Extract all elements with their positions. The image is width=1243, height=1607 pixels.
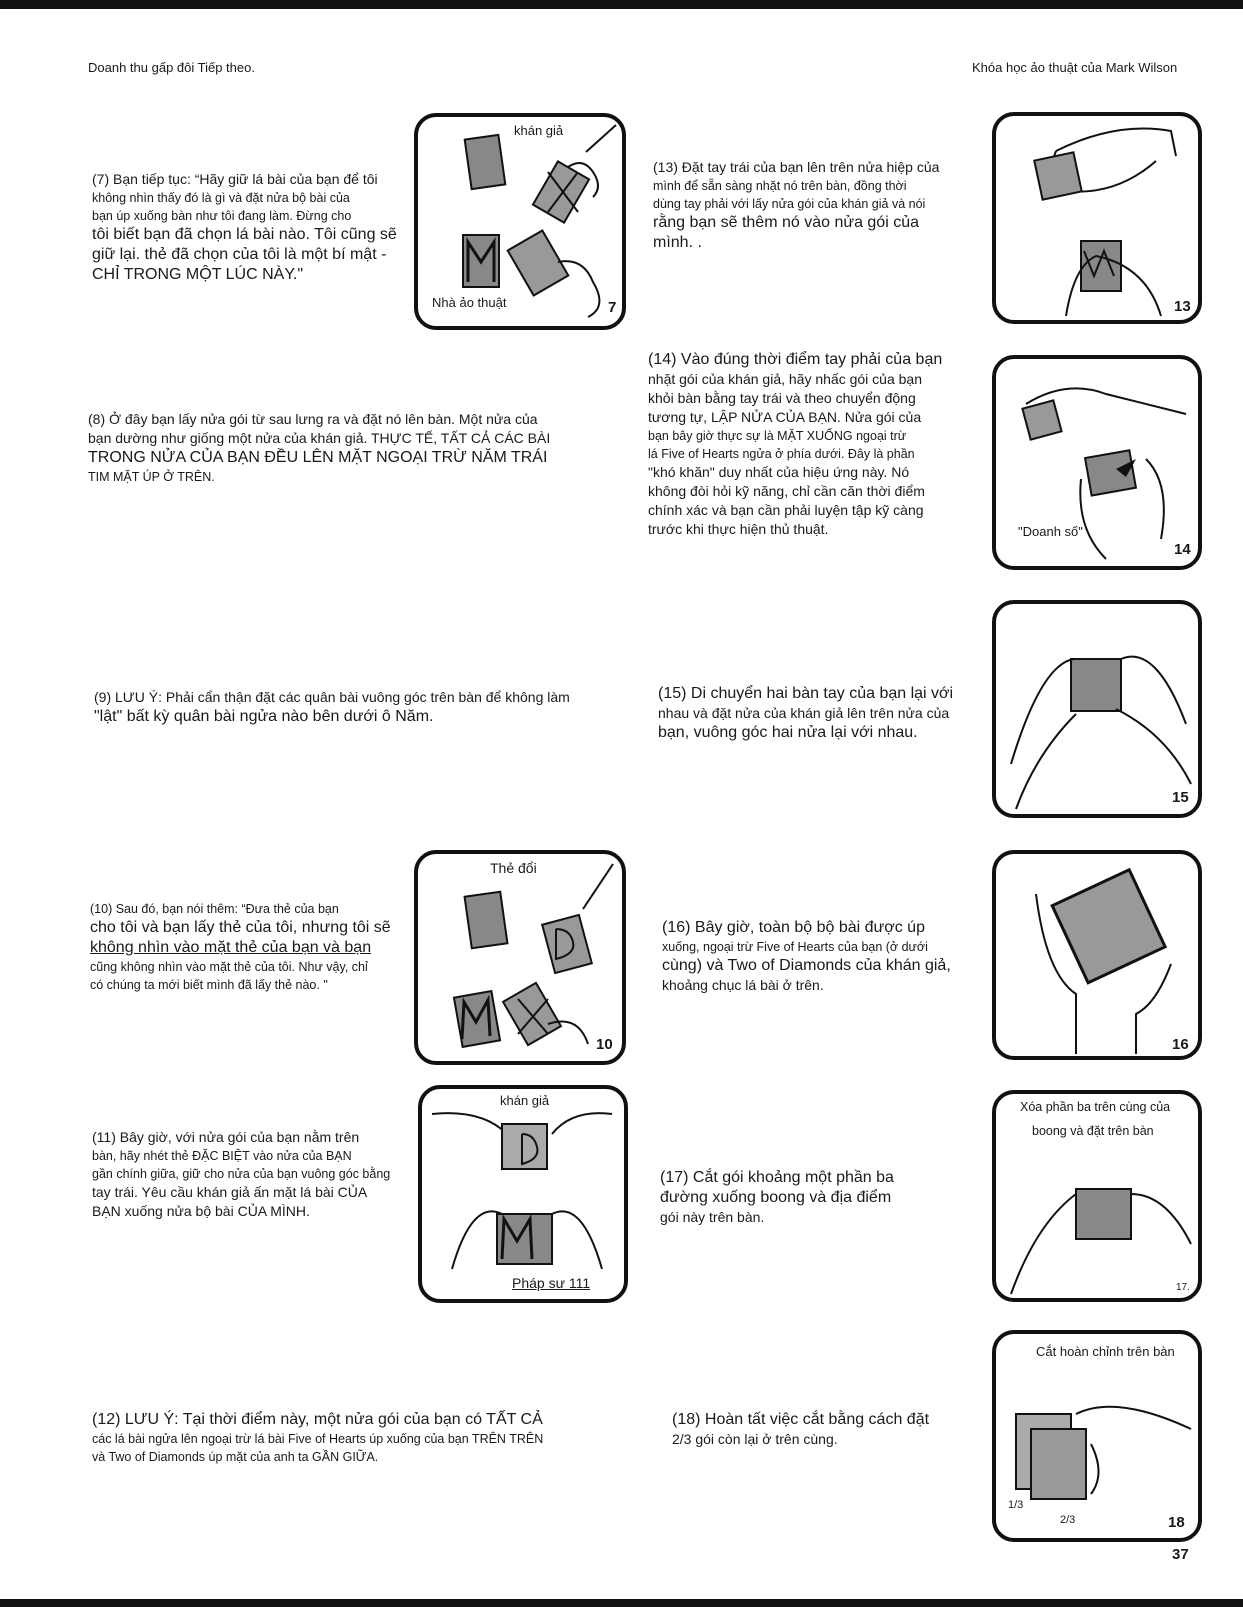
step-11-text <box>92 1128 412 1221</box>
panel-14-number: 14 <box>1174 541 1191 558</box>
panel-15-number: 15 <box>1172 789 1189 806</box>
panel-18-two-thirds-label: 2/3 <box>1060 1514 1076 1526</box>
panel-11-bottom-label: Pháp sư 111 <box>512 1275 591 1291</box>
hands-drawing-15 <box>996 604 1202 818</box>
page-number: 37 <box>1172 1546 1189 1563</box>
step-14-line: khỏi bàn bằng tay trái và theo chuyển động <box>648 390 916 406</box>
illustration-panel-10 <box>414 850 626 1065</box>
step-13-text <box>653 158 963 253</box>
illustration-panel-18 <box>992 1330 1202 1542</box>
step-15-line: (15) Di chuyển hai bàn tay của bạn lại với <box>658 685 954 702</box>
step-17-line: (17) Cắt gói khoảng một phần ba <box>660 1169 894 1186</box>
illustration-panel-7 <box>414 113 626 330</box>
illustration-panel-13 <box>992 112 1202 324</box>
step-16-line: xuống, ngoại trừ Five of Hearts của bạn (ở dưới <box>662 940 928 954</box>
step-10-line: (10) Sau đó, bạn nói thêm: “Đưa thẻ của bạn <box>90 902 339 916</box>
illustration-panel-17 <box>992 1090 1202 1302</box>
panel-10-top-label: Thẻ đổi <box>490 860 537 876</box>
step-18-text <box>672 1410 972 1449</box>
step-16-text <box>662 918 982 995</box>
step-12-text <box>92 1410 632 1466</box>
panel-7-top-label: khán giả <box>514 123 564 138</box>
step-14-line: "khó khăn" duy nhất của hiệu ứng này. Nó <box>648 464 910 480</box>
hands-drawing-11 <box>422 1089 628 1303</box>
step-14-line: (14) Vào đúng thời điểm tay phải của bạn <box>648 351 943 368</box>
illustration-panel-16 <box>992 850 1202 1060</box>
hands-drawing-18 <box>996 1334 1202 1542</box>
step-9-line: (9) LƯU Ý: Phải cẩn thận đặt các quân bài vuông góc trên bàn để không làm <box>94 689 570 705</box>
step-17-line: đường xuống boong và địa điểm <box>660 1189 892 1206</box>
step-11-line: bàn, hãy nhét thẻ ĐẶC BIỆT vào nửa của BẠN <box>92 1149 352 1163</box>
step-17-text <box>660 1168 960 1227</box>
panel-17-label-line2: boong và đặt trên bàn <box>1032 1124 1154 1138</box>
step-14-line: trước khi thực hiện thủ thuật. <box>648 521 829 537</box>
step-10-text <box>90 900 410 994</box>
step-11-line: (11) Bây giờ, với nửa gói của bạn nằm trên <box>92 1129 360 1145</box>
running-header-right: Khóa học ảo thuật của Mark Wilson <box>972 60 1178 75</box>
step-14-line: lá Five of Hearts ngửa ở phía dưới. Đây là phần <box>648 447 915 461</box>
step-14-line: bạn bây giờ thực sự là MẶT XUỐNG ngoại trừ <box>648 429 907 443</box>
panel-16-number: 16 <box>1172 1036 1189 1053</box>
step-7-line: bạn úp xuống bàn như tôi đang làm. Đừng cho <box>92 209 352 223</box>
step-15-line: bạn, vuông góc hai nửa lại với nhau. <box>658 724 918 741</box>
panel-14-label: "Doanh số" <box>1018 524 1083 539</box>
step-14-line: chính xác và bạn cần phải luyện tập kỹ càng <box>648 502 924 518</box>
step-15-text <box>658 684 978 743</box>
panel-13-number: 13 <box>1174 298 1191 315</box>
step-7-line: tôi biết bạn đã chọn lá bài nào. Tôi cũng sẽ <box>92 226 397 243</box>
panel-18-number: 18 <box>1168 1514 1185 1531</box>
step-10-line: không nhìn vào mặt thẻ của bạn và bạn <box>90 939 372 956</box>
step-13-line: dùng tay phải với lấy nửa gói của khán giả và nói <box>653 197 926 211</box>
step-13-line: mình. . <box>653 234 702 251</box>
step-13-line: (13) Đặt tay trái của bạn lên trên nửa hiệp của <box>653 159 940 175</box>
step-16-line: khoảng chục lá bài ở trên. <box>662 977 824 993</box>
panel-7-bottom-label: Nhà ảo thuật <box>432 295 507 310</box>
hands-drawing-13 <box>996 116 1202 324</box>
step-11-line: BẠN xuống nửa bộ bài CỦA MÌNH. <box>92 1203 310 1219</box>
step-14-text <box>648 350 968 539</box>
panel-11-top-label: khán giả <box>500 1093 550 1108</box>
step-8-line: TRONG NỬA CỦA BẠN ĐỀU LÊN MẶT NGOẠI TRỪ NĂM TRÁI <box>88 449 548 466</box>
step-7-line: CHỈ TRONG MỘT LÚC NÀY." <box>92 266 304 283</box>
step-15-line: nhau và đặt nửa của khán giả lên trên nửa của <box>658 705 950 721</box>
top-border <box>0 0 1243 9</box>
step-18-line: 2/3 gói còn lại ở trên cùng. <box>672 1431 838 1447</box>
illustration-panel-15 <box>992 600 1202 818</box>
step-7-line: không nhìn thấy đó là gì và đặt nửa bộ bài của <box>92 191 350 205</box>
step-8-line: bạn dường như giống một nửa của khán giả. THỰC TẾ, TẤT CẢ CÁC BÀI <box>88 430 551 446</box>
step-7-text <box>92 170 412 285</box>
step-16-line: cùng) và Two of Diamonds của khán giả, <box>662 957 951 974</box>
step-18-line: (18) Hoàn tất việc cắt bằng cách đặt <box>672 1411 930 1428</box>
step-14-line: nhặt gói của khán giả, hãy nhấc gói của bạn <box>648 371 922 387</box>
step-9-text <box>94 688 614 727</box>
step-10-line: có chúng ta mới biết mình đã lấy thẻ nào. " <box>90 978 328 992</box>
bottom-border <box>0 1599 1243 1607</box>
step-13-line: rằng bạn sẽ thêm nó vào nửa gói của <box>653 214 919 231</box>
step-10-line: cho tôi và bạn lấy thẻ của tôi, nhưng tôi sẽ <box>90 919 391 936</box>
step-14-line: tương tự, LẬP NỬA CỦA BẠN. Nửa gói của <box>648 409 922 425</box>
step-12-line: (12) LƯU Ý: Tại thời điểm này, một nửa gói của bạn có TẤT CẢ <box>92 1411 543 1428</box>
step-11-line: gần chính giữa, giữ cho nửa của bạn vuông góc bằng <box>92 1167 391 1181</box>
step-7-line: giữ lại. thẻ đã chọn của tôi là một bí mật - <box>92 246 387 263</box>
step-8-line: TIM MẶT ÚP Ở TRÊN. <box>88 470 215 484</box>
panel-18-label: Cắt hoàn chỉnh trên bàn <box>1036 1344 1175 1359</box>
step-10-line: cũng không nhìn vào mặt thẻ của tôi. Như vậy, chỉ <box>90 960 368 974</box>
step-11-line: tay trái. Yêu cầu khán giả ấn mặt lá bài CỦA <box>92 1184 368 1200</box>
step-14-line: không đòi hỏi kỹ năng, chỉ cần căn thời điểm <box>648 483 925 499</box>
illustration-panel-11 <box>418 1085 628 1303</box>
step-16-line: (16) Bây giờ, toàn bộ bộ bài được úp <box>662 919 925 936</box>
step-7-line: (7) Bạn tiếp tục: “Hãy giữ lá bài của bạn để tôi <box>92 171 378 187</box>
panel-7-number: 7 <box>608 299 617 316</box>
panel-17-label-line1: Xóa phần ba trên cùng của <box>1020 1100 1171 1114</box>
panel-18-third-label: 1/3 <box>1008 1499 1024 1511</box>
step-8-line: (8) Ở đây bạn lấy nửa gói từ sau lưng ra và đặt nó lên bàn. Một nửa của <box>88 411 538 427</box>
step-17-line: gói này trên bàn. <box>660 1209 765 1225</box>
step-12-line: các lá bài ngửa lên ngoại trừ lá bài Five of Hearts úp xuống của bạn TRÊN TRÊN <box>92 1432 544 1446</box>
step-8-text <box>88 410 608 486</box>
hands-drawing-16 <box>996 854 1202 1060</box>
running-header-left: Doanh thu gấp đôi Tiếp theo. <box>88 60 255 75</box>
illustration-panel-14 <box>992 355 1202 570</box>
step-9-line: "lật" bất kỳ quân bài ngửa nào bên dưới ô Năm. <box>94 708 434 725</box>
step-12-line: và Two of Diamonds úp mặt của anh ta GẦN GIỮA. <box>92 1450 379 1464</box>
panel-10-number: 10 <box>596 1036 613 1053</box>
step-13-line: mình để sẵn sàng nhặt nó trên bàn, đồng thời <box>653 179 907 193</box>
card-exchange-drawing-10 <box>418 854 626 1065</box>
panel-17-number: 17. <box>1176 1282 1190 1293</box>
